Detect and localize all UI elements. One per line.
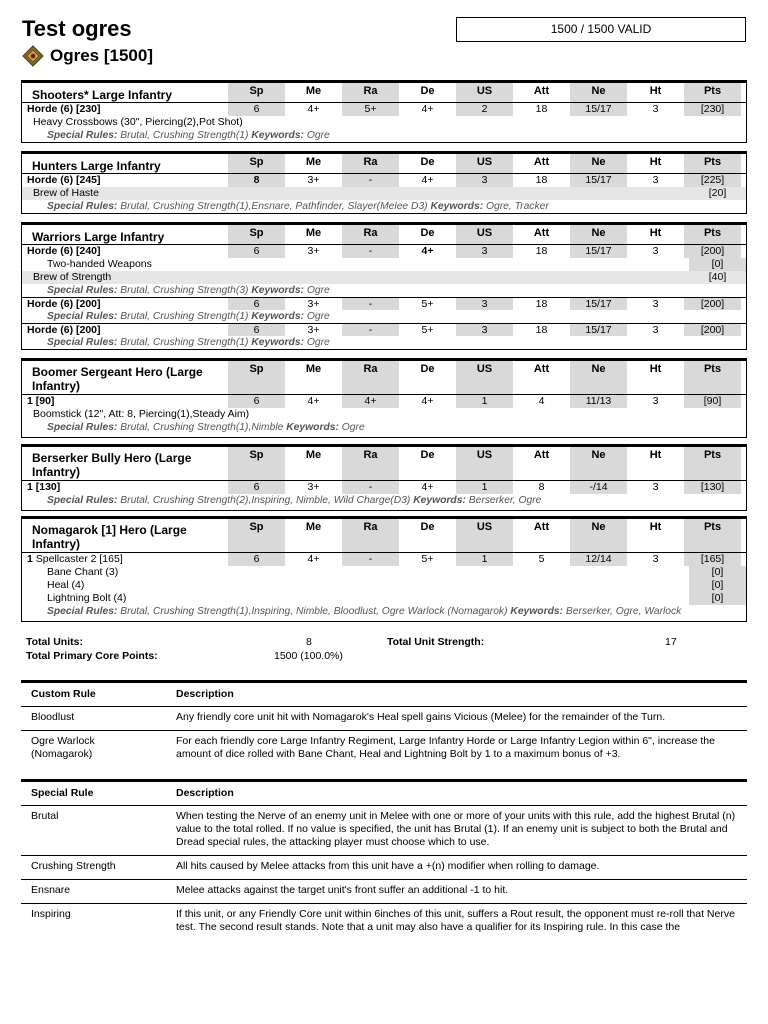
stat-ra: - bbox=[342, 481, 399, 494]
unit-size-label: Horde (6) [245] bbox=[27, 174, 101, 186]
stat-header-ht: Ht bbox=[649, 227, 662, 239]
keywords-text: Ogre bbox=[306, 130, 330, 141]
stat-ne: 15/17 bbox=[570, 324, 627, 336]
unit-rules-line bbox=[22, 605, 746, 621]
unit-item-name: Bane Chant (3) bbox=[47, 566, 119, 578]
stat-pts: [130] bbox=[684, 481, 741, 494]
stat-ht: 3 bbox=[652, 481, 659, 493]
unit-stat-row bbox=[22, 395, 746, 408]
keywords-label: Keywords: bbox=[413, 495, 466, 506]
stat-header-ne: Ne bbox=[570, 519, 627, 552]
stat-ht: 3 bbox=[652, 324, 659, 336]
stat-header-sp: Sp bbox=[228, 361, 285, 394]
unit-item-pts: [0] bbox=[689, 592, 746, 605]
stat-ne: 15/17 bbox=[570, 245, 627, 258]
rule-description: For each friendly core Large Infantry Regiment, Large Infantry Horde or Large Infantry Legion within 6", increase the amount of dice rolled with Bane Chant, Heal and Lightning Bolt by 1 to a maximum bonus of +3. bbox=[176, 735, 715, 760]
stat-header-ra: Ra bbox=[342, 519, 399, 552]
unit-card-hunters bbox=[21, 151, 747, 214]
stat-header-us: US bbox=[456, 519, 513, 552]
points-status-box: 1500 / 1500 VALID bbox=[456, 17, 746, 42]
unit-item-pts: [0] bbox=[689, 579, 746, 592]
unit-name: Nomagarok [1] Hero (Large Infantry) bbox=[32, 523, 187, 551]
stat-header-ra: Ra bbox=[342, 154, 399, 173]
unit-item-row bbox=[22, 116, 746, 129]
unit-rules-line bbox=[22, 284, 746, 297]
table-row bbox=[21, 904, 747, 941]
unit-item-row bbox=[22, 258, 746, 271]
stat-ht: 3 bbox=[652, 298, 659, 310]
stat-us: 1 bbox=[456, 395, 513, 408]
unit-item-row bbox=[22, 579, 746, 592]
special-rules-text: Brutal, Crushing Strength(2),Inspiring, Nimble, Wild Charge(D3) bbox=[120, 495, 411, 506]
stat-pts: [225] bbox=[684, 174, 741, 187]
stat-us: 2 bbox=[456, 103, 513, 116]
rule-name: Crushing Strength bbox=[21, 856, 166, 880]
stat-header-us: US bbox=[456, 225, 513, 244]
rule-name: Inspiring bbox=[31, 908, 71, 920]
stat-header-ht: Ht bbox=[649, 156, 662, 168]
total-units-value: 8 bbox=[306, 636, 312, 648]
stat-header-sp: Sp bbox=[228, 83, 285, 102]
stat-ra: - bbox=[342, 174, 399, 187]
stat-header-ht: Ht bbox=[649, 521, 662, 533]
stat-header-de: De bbox=[420, 227, 435, 239]
stat-me: 3+ bbox=[307, 481, 320, 493]
stat-ra: - bbox=[342, 553, 399, 566]
stat-ne: 15/17 bbox=[570, 103, 627, 116]
keywords-text: Berserker, Ogre bbox=[468, 495, 542, 506]
stat-me: 4+ bbox=[307, 395, 320, 407]
unit-item-row bbox=[22, 187, 746, 200]
keywords-label: Keywords: bbox=[430, 201, 484, 212]
unit-item-name: Two-handed Weapons bbox=[47, 258, 152, 270]
stat-header-us: US bbox=[456, 154, 513, 173]
stat-sp: 6 bbox=[228, 553, 285, 566]
stat-ht: 3 bbox=[652, 395, 659, 407]
special-rules-label: Special Rules: bbox=[47, 201, 118, 212]
stat-header-ne: Ne bbox=[570, 361, 627, 394]
stat-de: 4+ bbox=[421, 245, 434, 257]
stat-ra: - bbox=[342, 245, 399, 258]
stat-header-att: Att bbox=[533, 227, 550, 239]
stat-me: 3+ bbox=[307, 298, 320, 310]
stat-us: 1 bbox=[456, 553, 513, 566]
special-rules-label: Special Rules: bbox=[47, 285, 118, 296]
unit-item-name: Lightning Bolt (4) bbox=[47, 592, 127, 604]
total-core-points-label: Total Primary Core Points: bbox=[26, 650, 158, 662]
unit-item-row bbox=[22, 592, 746, 605]
rule-description: Melee attacks against the target unit's front suffer an additional -1 to hit. bbox=[166, 880, 747, 904]
stat-header-de: De bbox=[420, 363, 435, 375]
unit-item-pts: [0] bbox=[689, 566, 746, 579]
unit-stat-row bbox=[22, 297, 746, 310]
special-rules-table bbox=[21, 779, 747, 940]
keywords-text: Ogre bbox=[306, 285, 330, 296]
stat-ne: -/14 bbox=[570, 481, 627, 494]
special-rules-text: Brutal, Crushing Strength(1) bbox=[120, 337, 249, 348]
stat-ht: 3 bbox=[652, 245, 659, 257]
stat-header-ne: Ne bbox=[570, 83, 627, 102]
special-rules-text: Brutal, Crushing Strength(1),Inspiring, Nimble, Bloodlust, Ogre Warlock (Nomagarok) bbox=[120, 606, 508, 617]
stat-header-me: Me bbox=[305, 521, 322, 533]
unit-item-name: Heavy Crossbows (30", Piercing(2),Pot Shot) bbox=[33, 116, 243, 128]
stat-sp: 6 bbox=[228, 324, 285, 336]
stat-header-ne: Ne bbox=[570, 154, 627, 173]
special-rules-text: Brutal, Crushing Strength(1),Ensnare, Pathfinder, Slayer(Melee D3) bbox=[120, 201, 428, 212]
unit-stat-row bbox=[22, 245, 746, 258]
stat-us: 1 bbox=[456, 481, 513, 494]
stat-pts: [90] bbox=[684, 395, 741, 408]
stat-header-att: Att bbox=[533, 449, 550, 461]
stat-ht: 3 bbox=[652, 553, 659, 565]
unit-stat-row bbox=[22, 174, 746, 187]
stat-ra: 4+ bbox=[342, 395, 399, 408]
stat-header-att: Att bbox=[533, 363, 550, 375]
stat-pts: [165] bbox=[684, 553, 741, 566]
stat-header-sp: Sp bbox=[228, 447, 285, 480]
stat-header-us: US bbox=[456, 83, 513, 102]
unit-rules-line bbox=[22, 200, 746, 213]
special-rules-label: Special Rules: bbox=[47, 606, 118, 617]
stat-header-ra: Ra bbox=[342, 225, 399, 244]
unit-item-row bbox=[22, 566, 746, 579]
column-header: Description bbox=[166, 682, 747, 707]
stat-header-us: US bbox=[456, 361, 513, 394]
rule-description: Any friendly core unit hit with Nomagarok's Heal spell gains Vicious (Melee) for the remainder of the Turn. bbox=[166, 707, 747, 731]
rule-name: Bloodlust bbox=[21, 707, 166, 731]
unit-size-label: 1 [90] bbox=[27, 395, 55, 407]
unit-card-boomer-sergeant bbox=[21, 358, 747, 438]
stat-header-me: Me bbox=[305, 449, 322, 461]
keywords-label: Keywords: bbox=[251, 337, 304, 348]
unit-card-shooters bbox=[21, 80, 747, 143]
stat-header-ra: Ra bbox=[342, 361, 399, 394]
stat-header-ra: Ra bbox=[342, 83, 399, 102]
stat-header-de: De bbox=[420, 85, 435, 97]
page-title: Test ogres bbox=[22, 16, 132, 41]
rule-description: When testing the Nerve of an enemy unit in Melee with one or more of your units with this rule, add the highest Brutal (n) value to the total rolled. If no value is specified, the unit has Brutal (1). If an enemy unit is subject to both the Brutal and Dread special rules, the attacking player must choose which to use. bbox=[166, 806, 747, 856]
army-heading bbox=[22, 43, 153, 69]
stat-pts: [230] bbox=[684, 103, 741, 116]
rule-description: If this unit, or any Friendly Core unit within 6inches of this unit, suffers a Rout result, the opponent must re-roll that Nerve test. The second result stands. Note that a unit may also have a qualifier for its Inspiring rule. In this case the bbox=[176, 908, 735, 933]
stat-sp: 6 bbox=[228, 481, 285, 494]
stat-att: 4 bbox=[538, 395, 545, 407]
ogres-faction-icon bbox=[22, 45, 44, 67]
special-rules-text: Brutal, Crushing Strength(1),Nimble bbox=[120, 422, 284, 433]
unit-size-label bbox=[22, 553, 228, 566]
stat-me: 4+ bbox=[307, 553, 320, 565]
stat-ht: 3 bbox=[652, 103, 659, 115]
table-row bbox=[21, 856, 747, 880]
special-rules-label: Special Rules: bbox=[47, 422, 118, 433]
stat-de: 5+ bbox=[421, 553, 434, 565]
unit-item-pts: [0] bbox=[689, 258, 746, 271]
unit-header bbox=[22, 447, 746, 481]
unit-item-name: Brew of Strength bbox=[33, 271, 112, 283]
unit-card-berserker-bully bbox=[21, 444, 747, 511]
keywords-label: Keywords: bbox=[251, 285, 304, 296]
unit-name: Warriors Large Infantry bbox=[32, 230, 165, 244]
total-core-points-value: 1500 (100.0%) bbox=[274, 650, 343, 662]
stat-header-me: Me bbox=[305, 227, 322, 239]
stat-de: 4+ bbox=[421, 103, 434, 115]
stat-ne: 15/17 bbox=[570, 298, 627, 310]
stat-header-de: De bbox=[420, 521, 435, 533]
unit-name: Shooters* Large Infantry bbox=[32, 88, 173, 102]
table-row bbox=[21, 731, 747, 768]
unit-rules-line bbox=[22, 421, 746, 437]
unit-header bbox=[22, 361, 746, 395]
stat-de: 4+ bbox=[421, 395, 434, 407]
army-name: Ogres [1500] bbox=[50, 46, 153, 65]
unit-item-pts: [20] bbox=[689, 187, 746, 200]
stat-us: 3 bbox=[456, 245, 513, 258]
special-rules-label: Special Rules: bbox=[47, 495, 118, 506]
custom-rules-table bbox=[21, 680, 747, 767]
unit-size-label: 1 [130] bbox=[27, 481, 61, 493]
stat-header-de: De bbox=[420, 449, 435, 461]
unit-item-name: Heal (4) bbox=[47, 579, 85, 591]
special-rules-label: Special Rules: bbox=[47, 130, 118, 141]
unit-size-label: Horde (6) [200] bbox=[27, 298, 101, 310]
table-row bbox=[21, 707, 747, 731]
unit-size-label: Horde (6) [240] bbox=[27, 245, 101, 257]
total-strength-value: 17 bbox=[665, 636, 677, 648]
stat-att: 5 bbox=[538, 553, 545, 565]
stat-att: 8 bbox=[538, 481, 545, 493]
army-totals bbox=[26, 636, 726, 664]
unit-stat-row bbox=[22, 481, 746, 494]
unit-item-pts: [40] bbox=[689, 271, 746, 284]
unit-header bbox=[22, 83, 746, 103]
unit-name: Berserker Bully Hero (Large Infantry) bbox=[32, 451, 192, 479]
stat-us: 3 bbox=[456, 324, 513, 336]
keywords-label: Keywords: bbox=[286, 422, 339, 433]
stat-ne: 12/14 bbox=[570, 553, 627, 566]
stat-header-ne: Ne bbox=[570, 447, 627, 480]
stat-header-pts: Pts bbox=[684, 519, 741, 552]
table-header-row bbox=[21, 682, 747, 707]
stat-me: 4+ bbox=[307, 103, 320, 115]
stat-header-ht: Ht bbox=[649, 449, 662, 461]
stat-sp: 8 bbox=[228, 174, 285, 187]
stat-ra: - bbox=[342, 298, 399, 310]
stat-att: 18 bbox=[535, 298, 548, 310]
stat-de: 5+ bbox=[421, 324, 434, 336]
keywords-label: Keywords: bbox=[251, 130, 304, 141]
stat-att: 18 bbox=[535, 103, 548, 115]
stat-header-att: Att bbox=[533, 156, 550, 168]
stat-de: 4+ bbox=[421, 174, 434, 186]
unit-item-row bbox=[22, 271, 746, 284]
table-header-row bbox=[21, 781, 747, 806]
keywords-text: Ogre bbox=[306, 311, 330, 322]
unit-item-name: Boomstick (12", Att: 8, Piercing(1),Steady Aim) bbox=[33, 408, 250, 420]
stat-ne: 15/17 bbox=[570, 174, 627, 187]
stat-sp: 6 bbox=[228, 395, 285, 408]
unit-rules-line bbox=[22, 129, 746, 142]
special-rules-label: Special Rules: bbox=[47, 311, 118, 322]
unit-size-label: Horde (6) [230] bbox=[27, 103, 101, 115]
stat-me: 3+ bbox=[307, 174, 320, 186]
unit-card-warriors bbox=[21, 222, 747, 350]
stat-header-ne: Ne bbox=[570, 225, 627, 244]
stat-header-sp: Sp bbox=[228, 519, 285, 552]
unit-stat-row bbox=[22, 323, 746, 336]
stat-pts: [200] bbox=[684, 245, 741, 258]
unit-header bbox=[22, 154, 746, 174]
column-header: Description bbox=[166, 781, 747, 806]
special-rules-label: Special Rules: bbox=[47, 337, 118, 348]
stat-header-ht: Ht bbox=[649, 363, 662, 375]
stat-header-ra: Ra bbox=[342, 447, 399, 480]
unit-rules-line bbox=[22, 310, 746, 323]
unit-rules-line bbox=[22, 494, 746, 510]
stat-header-me: Me bbox=[305, 156, 322, 168]
unit-size-label: Horde (6) [200] bbox=[27, 324, 101, 336]
stat-de: 4+ bbox=[421, 481, 434, 493]
stat-header-me: Me bbox=[305, 85, 322, 97]
stat-header-us: US bbox=[456, 447, 513, 480]
column-header: Special Rule bbox=[21, 781, 166, 806]
table-row bbox=[21, 806, 747, 856]
rule-name: Ensnare bbox=[21, 880, 166, 904]
stat-att: 18 bbox=[535, 245, 548, 257]
stat-att: 18 bbox=[535, 324, 548, 336]
unit-size-count: 1 bbox=[27, 553, 33, 565]
stat-ra: - bbox=[342, 324, 399, 336]
stat-header-sp: Sp bbox=[228, 154, 285, 173]
stat-header-pts: Pts bbox=[684, 83, 741, 102]
unit-header bbox=[22, 225, 746, 245]
unit-spellcaster-label: Spellcaster 2 [165] bbox=[35, 553, 123, 565]
stat-pts: [200] bbox=[684, 324, 741, 336]
stat-ht: 3 bbox=[652, 174, 659, 186]
stat-header-pts: Pts bbox=[684, 361, 741, 394]
rule-description: All hits caused by Melee attacks from this unit have a +(n) modifier when rolling to damage. bbox=[166, 856, 747, 880]
rule-name: Ogre Warlock (Nomagarok) bbox=[31, 735, 95, 760]
keywords-label: Keywords: bbox=[251, 311, 304, 322]
total-strength-label: Total Unit Strength: bbox=[387, 636, 485, 648]
stat-sp: 6 bbox=[228, 103, 285, 116]
stat-me: 3+ bbox=[307, 324, 320, 336]
stat-header-me: Me bbox=[305, 363, 322, 375]
stat-ne: 11/13 bbox=[570, 395, 627, 408]
table-row bbox=[21, 880, 747, 904]
stat-us: 3 bbox=[456, 298, 513, 310]
stat-header-att: Att bbox=[533, 521, 550, 533]
keywords-text: Ogre bbox=[306, 337, 330, 348]
stat-att: 18 bbox=[535, 174, 548, 186]
stat-header-ht: Ht bbox=[649, 85, 662, 97]
stat-header-de: De bbox=[420, 156, 435, 168]
stat-de: 5+ bbox=[421, 298, 434, 310]
rule-name: Brutal bbox=[21, 806, 166, 856]
stat-header-att: Att bbox=[533, 85, 550, 97]
keywords-text: Ogre, Tracker bbox=[486, 201, 549, 212]
unit-stat-row bbox=[22, 103, 746, 116]
unit-name: Hunters Large Infantry bbox=[32, 159, 161, 173]
stat-ra: 5+ bbox=[342, 103, 399, 116]
unit-stat-row bbox=[22, 553, 746, 566]
unit-name: Boomer Sergeant Hero (Large Infantry) bbox=[32, 365, 203, 393]
stat-sp: 6 bbox=[228, 245, 285, 258]
stat-pts: [200] bbox=[684, 298, 741, 310]
stat-header-pts: Pts bbox=[684, 225, 741, 244]
unit-item-name: Brew of Haste bbox=[33, 187, 99, 199]
special-rules-text: Brutal, Crushing Strength(1) bbox=[120, 130, 249, 141]
keywords-label: Keywords: bbox=[510, 606, 564, 617]
unit-rules-line bbox=[22, 336, 746, 349]
unit-card-nomagarok bbox=[21, 516, 747, 622]
stat-sp: 6 bbox=[228, 298, 285, 310]
special-rules-text: Brutal, Crushing Strength(3) bbox=[120, 285, 249, 296]
stat-header-pts: Pts bbox=[684, 447, 741, 480]
stat-us: 3 bbox=[456, 174, 513, 187]
stat-header-pts: Pts bbox=[684, 154, 741, 173]
stat-me: 3+ bbox=[307, 245, 320, 257]
stat-header-sp: Sp bbox=[228, 225, 285, 244]
total-units-label: Total Units: bbox=[26, 636, 83, 648]
unit-header bbox=[22, 519, 746, 553]
unit-item-row bbox=[22, 408, 746, 421]
special-rules-text: Brutal, Crushing Strength(1) bbox=[120, 311, 249, 322]
keywords-text: Ogre bbox=[341, 422, 365, 433]
keywords-text: Berserker, Ogre, Warlock bbox=[565, 606, 682, 617]
column-header: Custom Rule bbox=[21, 682, 166, 707]
